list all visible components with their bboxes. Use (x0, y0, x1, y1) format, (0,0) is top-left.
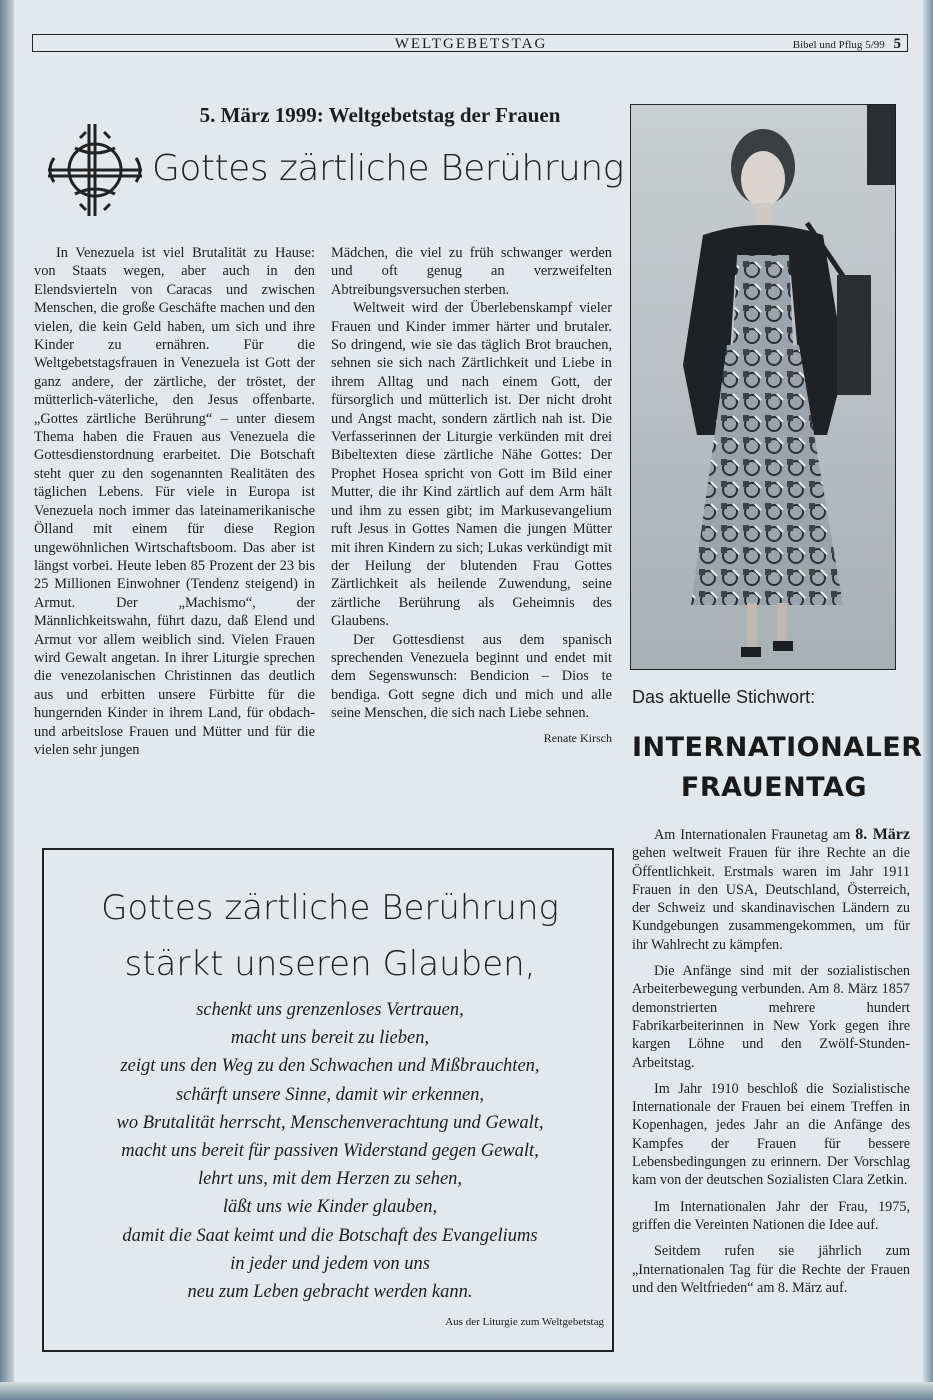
prayer-line: lehrt uns, mit dem Herzen zu sehen, (197, 1169, 463, 1190)
sidebar-paragraph: Die Anfänge sind mit der sozialistischen Arbeiterbewegung verbunden. Am 8. März 1857 demonstrierten mehrere hundert Fabrikarbeiterinnen in New York gegen ihre kargen Löhne und den Zwölf-Stunden-Arbeitstag. (632, 963, 910, 1071)
prayer-line: macht uns bereit für passiven Widerstand gegen Gewalt, (121, 1141, 539, 1162)
sidebar-title-line2: FRAUENTAG (680, 772, 868, 803)
article-heading: 5. März 1999: Weltgebetstag der Frauen (199, 103, 561, 127)
sidebar-p1-rest: gehen weltweit Frauen für ihre Rechte an die Öffentlichkeit. Erstmals waren im Jahr 1911 Frauen in den USA, Deutschland, Österreich, der Schweiz und skandinavischen Ländern zu Kundgebungen zusammengekommen, um für ihr Wahlrecht zu kämpfen. (632, 845, 910, 953)
sidebar-p1-start: Am Internationalen Fraunetag am (654, 827, 851, 843)
sidebar-title (632, 728, 923, 808)
running-header (32, 34, 908, 52)
sidebar-title-line1: INTERNATIONALER (632, 732, 923, 763)
weltgebetstag-cross-icon (40, 118, 150, 223)
article-column-1 (34, 244, 315, 759)
prayer-line: läßt uns wie Kinder glauben, (222, 1197, 438, 1218)
header-issue: 5/99 (865, 39, 885, 51)
sidebar-paragraph: Im Jahr 1910 beschloß die Sozialistische Internationale der Frauen bei einem Treffen in Kopenhagen, jedes Jahr an die Anfänge des Kampfes der Frauen für bessere Lebensbedingungen zu erinnern. Der Vorschlag kam von der deutschen Sozialisten Clara Zetkin. (632, 1080, 910, 1189)
article-paragraph: Mädchen, die viel zu früh schwanger werden und oft genug an verzweifelten Abtreibungsversuchen sterben. (331, 245, 612, 298)
prayer-line: neu zum Leben gebracht werden kann. (187, 1282, 473, 1303)
article-paragraph: Weltweit wird der Überlebenskampf vieler Frauen und Kinder immer härter und brutaler. So dringend, wie sie das täglich Brot brauchen, sehnen sie sich nach Zärtlichkeit und Liebe in ihrem Alltag und nach einem Gott, der fürsorglich und mütterlich ist. Der nicht droht und Angst macht, sondern zärtlich nah ist. Die Verfasserinnen der Liturgie verkünden mit drei Bibeltexten diese zärtliche Nähe Gottes: Der Prophet Hosea spricht von Gott im Bild einer Mutter, die ihr Kind zärtlich auf dem Arm hält und ihm zu essen gibt; im Markusevangelium ruft Jesus in Gottes Namen die jungen Mütter mit ihren Kindern zu sich; Lukas verkündigt mit der Heilung der blutenden Frau Gottes Zärtlichkeit als heilende Zuwendung, seine zärtliche Berührung als Geheimnis des Glaubens. (331, 300, 612, 630)
article-column-2 (331, 244, 612, 747)
header-section-title: WELTGEBETSTAG (394, 36, 548, 52)
prayer-line: in jeder und jedem von uns (230, 1253, 430, 1274)
prayer-title-line2: stärkt unseren Glauben, (124, 944, 536, 984)
sidebar-paragraph (632, 826, 910, 954)
photo-woman-illustration (631, 105, 896, 670)
scan-edge-bottom (0, 1382, 933, 1400)
sidebar-date-highlight: 8. März (855, 826, 911, 843)
article-paragraph: In Venezuela ist viel Brutalität zu Hause: von Staats wegen, aber auch in den Elendsvierteln von Caracas und zwischen Menschen, die große Geschäfte machen und den vielen, die kein Geld haben, um sich und ihre Kinder zu ernähren. Für die Weltgebetstagsfrauen in Venezuela ist Gott der ganz andere, der zärtliche, der tröstet, der mütterlich-väterliche, den Jesus offenbarte. „Gottes zärtliche Berührung“ – unter diesem Thema haben die Frauen aus Venezuela die Gottesdienstordnung erarbeitet. Die Botschaft steht quer zu den sogenannten Realitäten des täglichen Lebens. Für viele in Europa ist Venezuela noch immer das lateinamerikanische Ölland mit einem für diese Region ungewöhnlichen Wirtschaftsboom. Das aber ist längst vorbei. Heute leben 85 Prozent der 23 bis 25 Millionen Einwohner (Tendenz steigend) in Armut. Der „Machismo“, der Männlichkeitswahn, führt dazu, daß Elend und Armut vor allem weiblich sind. Vielen Frauen wird Gewalt angetan. In ihrer Liturgie sprechen die venezolanischen Christinnen das deutlich aus und erbitten unsere Fürbitte für die hungernden Kinder in ihrem Land, für obdach- und arbeitslose Frauen und Mütter und für die vielen sehr jungen (34, 245, 315, 758)
scan-edge-right (923, 0, 933, 1400)
photo-woman (630, 104, 896, 670)
scan-edge-left (0, 0, 14, 1400)
prayer-box (42, 848, 614, 1352)
article-paragraph: Der Gottesdienst aus dem spanisch sprechenden Venezuela beginnt und endet mit dem Segenswunsch: Bendicion – Dios te bendiga. Gott segne dich und mich und alle seine Menschen, die sich nach Liebe sehnen. (331, 631, 612, 722)
author-signature: Renate Kirsch (543, 730, 612, 745)
prayer-line: schärft unsere Sinne, damit wir erkennen, (175, 1084, 485, 1105)
header-meta (793, 35, 901, 54)
page-number: 5 (893, 36, 901, 52)
prayer-line: wo Brutalität herrscht, Menschenverachtung und Gewalt, (116, 1112, 544, 1133)
prayer-line: damit die Saat keimt und die Botschaft des Evangeliums (122, 1225, 538, 1246)
prayer-title-line1: Gottes zärtliche Berührung (101, 888, 559, 928)
theme-title: Gottes zärtliche Berührung (152, 148, 624, 189)
prayer-line: zeigt uns den Weg zu den Schwachen und Mißbrauchten, (120, 1056, 540, 1077)
sidebar-text (632, 826, 910, 1297)
header-publication: Bibel und Pflug (792, 39, 863, 51)
sidebar-paragraph: Seitdem rufen sie jährlich zum „Internationalen Tag für die Rechte der Frauen und den Weltfrieden“ am 8. März auf. (632, 1243, 910, 1296)
prayer-line: schenkt uns grenzenloses Vertrauen, (196, 1000, 464, 1020)
prayer-line: macht uns bereit zu lieben, (230, 1028, 430, 1049)
sidebar-intro: Das aktuelle Stichwort: (632, 687, 816, 707)
sidebar-paragraph: Im Internationalen Jahr der Frau, 1975, griffen die Vereinten Nationen die Idee auf. (632, 1198, 910, 1233)
prayer-source: Aus der Liturgie zum Weltgebetstag (445, 1316, 604, 1328)
prayer-lines (44, 996, 616, 1306)
